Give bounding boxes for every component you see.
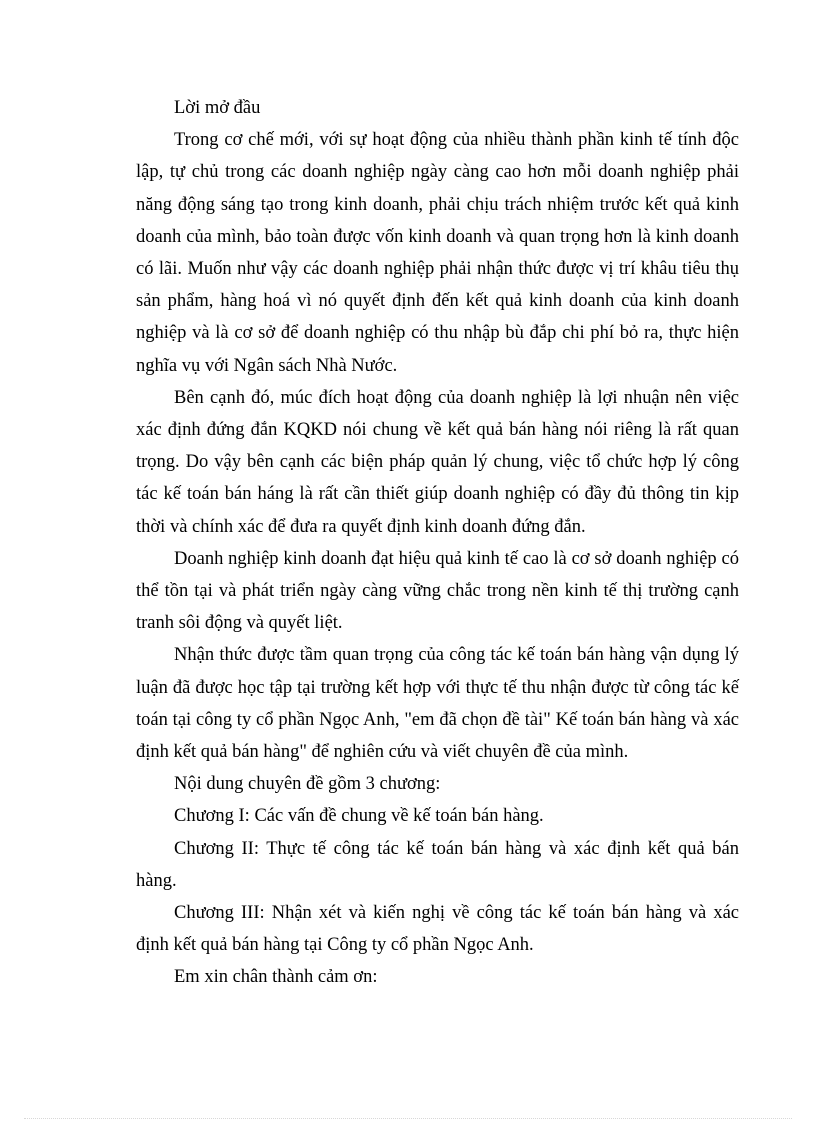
page-bottom-divider	[24, 1118, 792, 1119]
chapter-1: Chương I: Các vấn đề chung về kế toán bán hàng.	[174, 806, 544, 827]
paragraph-purpose: Bên cạnh đó, múc đích hoạt động của doanh nghiệp là lợi nhuận nên việc xác định đứng đắn KQKD nói chung về kết quả bán hàng nói riêng là rất quan trọng. Do vậy bên cạnh các biện pháp quản lý chung, việc tổ chức hợp lý công tác kế toán bán háng là rất cần thiết giúp doanh nghiệp có đầy đủ thông tin kịp thời và chính xác để đưa ra quyết định kinh doanh đứng đắn.	[136, 387, 739, 537]
paragraph-contents: Nội dung chuyên đề gồm 3 chương:	[174, 774, 441, 795]
paragraph-topic: Nhận thức được tầm quan trọng của công tác kế toán bán hàng vận dụng lý luận đã được học tập tại trường kết hợp với thực tế thu nhận được từ công tác kế toán tại công ty cổ phần Ngọc Anh, "em đã chọn đề tài" Kế toán bán hàng và xác định kết quả bán hàng" để nghiên cứu và viết chuyên đề của mình.	[136, 645, 739, 763]
document-heading: Lời mở đầu	[174, 98, 261, 118]
paragraph-efficiency: Doanh nghiệp kinh doanh đạt hiệu quả kinh tế cao là cơ sở doanh nghiệp có thể tồn tại và phát triển ngày càng vững chắc trong nền kinh tế thị trường cạnh tranh sôi động và quyết liệt.	[136, 548, 739, 634]
document-page	[136, 92, 739, 994]
chapter-2: Chương II: Thực tế công tác kế toán bán hàng và xác định kết quả bán hàng.	[136, 838, 739, 891]
paragraph-thanks: Em xin chân thành cảm ơn:	[174, 967, 378, 988]
chapter-3: Chương III: Nhận xét và kiến nghị về công tác kế toán bán hàng và xác định kết quả bán hàng tại Công ty cổ phần Ngọc Anh.	[136, 903, 739, 956]
paragraph-intro: Trong cơ chế mới, với sự hoạt động của nhiều thành phần kinh tế tính độc lập, tự chủ trong các doanh nghiệp ngày càng cao hơn mỗi doanh nghiệp phải năng động sáng tạo trong kinh doanh, phải chịu trách nhiệm trước kết quả kinh doanh của mình, bảo toàn được vốn kinh doanh và quan trọng hơn là kinh doanh có lãi. Muốn như vậy các doanh nghiệp phải nhận thức được vị trí khâu tiêu thụ sản phẩm, hàng hoá vì nó quyết định đến kết quả kinh doanh của kinh doanh nghiệp và là cơ sở để doanh nghiệp có thu nhập bù đắp chi phí bỏ ra, thực hiện nghĩa vụ với Ngân sách Nhà Nước.	[136, 130, 739, 376]
